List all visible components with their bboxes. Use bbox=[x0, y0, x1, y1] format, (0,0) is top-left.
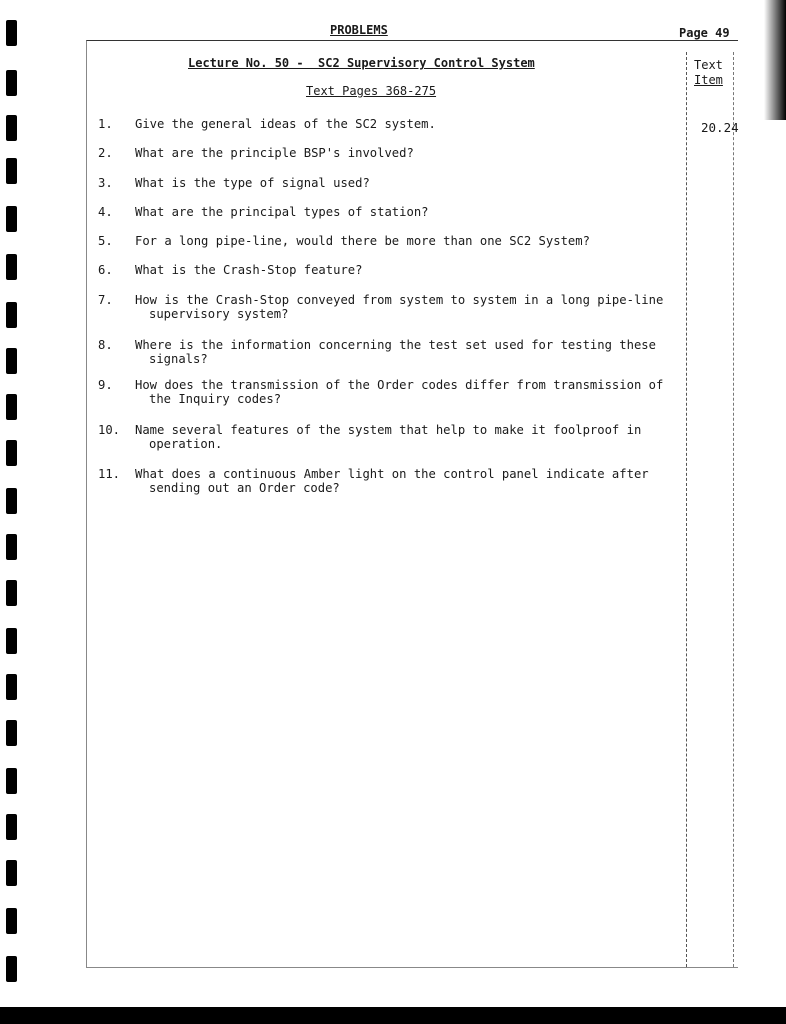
question-number: 2. bbox=[98, 146, 113, 160]
question-line-continued: sending out an Order code? bbox=[149, 481, 340, 495]
question-line: For a long pipe-line, would there be more than one SC2 System? bbox=[135, 234, 590, 248]
question-text bbox=[135, 146, 680, 160]
question-number: 7. bbox=[98, 293, 113, 307]
binding-hole bbox=[6, 440, 17, 466]
question-line: What is the type of signal used? bbox=[135, 176, 370, 190]
scan-border bbox=[0, 1007, 786, 1024]
question-number: 1. bbox=[98, 117, 113, 131]
question-line-continued: the Inquiry codes? bbox=[149, 392, 282, 406]
question-line: What does a continuous Amber light on the control panel indicate after bbox=[135, 467, 649, 481]
question-text bbox=[135, 378, 680, 406]
page-number: Page 49 bbox=[679, 26, 730, 40]
question-line-continued: operation. bbox=[149, 437, 223, 451]
question-line: What are the principle BSP's involved? bbox=[135, 146, 414, 160]
question-line: How does the transmission of the Order codes differ from transmission of bbox=[135, 378, 664, 392]
column-divider bbox=[686, 52, 687, 967]
question-text bbox=[135, 467, 680, 495]
binding-hole bbox=[6, 254, 17, 280]
question-line: What is the Crash-Stop feature? bbox=[135, 263, 363, 277]
question-text bbox=[135, 205, 680, 219]
text-item-value: 20.24 bbox=[701, 120, 739, 135]
lecture-title: Lecture No. 50 - SC2 Supervisory Control System bbox=[188, 56, 535, 70]
binding-holes bbox=[6, 0, 18, 1000]
binding-hole bbox=[6, 115, 17, 141]
question-number: 6. bbox=[98, 263, 113, 277]
binding-hole bbox=[6, 158, 17, 184]
question-number: 4. bbox=[98, 205, 113, 219]
binding-hole bbox=[6, 70, 17, 96]
question-line: What are the principal types of station? bbox=[135, 205, 429, 219]
binding-hole bbox=[6, 394, 17, 420]
question-text bbox=[135, 423, 680, 451]
scan-shadow bbox=[764, 0, 786, 120]
question-text bbox=[135, 263, 680, 277]
binding-hole bbox=[6, 628, 17, 654]
question-line-continued: signals? bbox=[149, 352, 208, 366]
binding-hole bbox=[6, 206, 17, 232]
question-line: Name several features of the system that help to make it foolproof in bbox=[135, 423, 642, 437]
binding-hole bbox=[6, 814, 17, 840]
binding-hole bbox=[6, 768, 17, 794]
question-line: Where is the information concerning the test set used for testing these bbox=[135, 338, 656, 352]
question-number: 8. bbox=[98, 338, 113, 352]
question-number: 3. bbox=[98, 176, 113, 190]
question-line: Give the general ideas of the SC2 system. bbox=[135, 117, 436, 131]
binding-hole bbox=[6, 488, 17, 514]
text-item-label-line1: Text bbox=[694, 58, 723, 72]
question-line-continued: supervisory system? bbox=[149, 307, 289, 321]
binding-hole bbox=[6, 20, 17, 46]
column-edge bbox=[733, 52, 734, 967]
question-number: 9. bbox=[98, 378, 113, 392]
question-number: 11. bbox=[98, 467, 121, 481]
question-text bbox=[135, 117, 680, 131]
question-text bbox=[135, 234, 680, 248]
binding-hole bbox=[6, 674, 17, 700]
binding-hole bbox=[6, 908, 17, 934]
question-line: How is the Crash-Stop conveyed from system to system in a long pipe-line bbox=[135, 293, 664, 307]
question-number: 5. bbox=[98, 234, 113, 248]
binding-hole bbox=[6, 956, 17, 982]
binding-hole bbox=[6, 302, 17, 328]
text-item-label-line2: Item bbox=[694, 73, 723, 87]
question-text bbox=[135, 293, 680, 321]
page-heading: PROBLEMS bbox=[330, 23, 388, 37]
text-pages: Text Pages 368-275 bbox=[306, 84, 437, 98]
question-number: 10. bbox=[98, 423, 121, 437]
question-text bbox=[135, 338, 680, 366]
binding-hole bbox=[6, 860, 17, 886]
binding-hole bbox=[6, 534, 17, 560]
binding-hole bbox=[6, 580, 17, 606]
binding-hole bbox=[6, 720, 17, 746]
text-item-header bbox=[694, 58, 723, 88]
question-text bbox=[135, 176, 680, 190]
binding-hole bbox=[6, 348, 17, 374]
